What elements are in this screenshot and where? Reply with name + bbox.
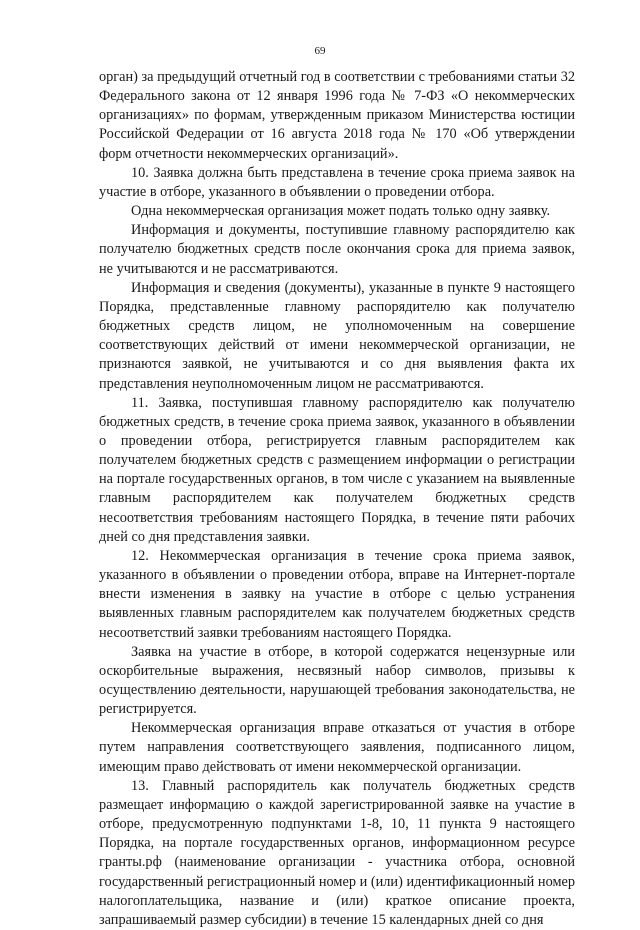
page-number: 69 [314,45,326,57]
paragraph-late-documents: Информация и документы, поступившие главному распорядителю как получателю бюджетных средств после окончания срока для приема заявок, не учитываются и не рассматриваются. [99,222,575,277]
paragraph-item-11: 11. Заявка, поступившая главному распорядителю как получателю бюджетных средств, в течение срока приема заявок, указанного в объявлении о проведении отбора, регистрируется главным распорядителем как получателем бюджетных средств с размещением информации о регистрации на портале государственных органов, в том числе с указанием на выявленные главным распорядителем как получателем бюджетных средств несоответствия требованиям настоящего Порядка, в течение пяти рабочих дней со дня представления заявки. [99,394,575,545]
paragraph-item-13: 13. Главный распорядитель как получатель бюджетных средств размещает информацию о каждой зарегистрированной заявке на участие в отборе, предусмотренную подпунктами 1-8, 10, 11 пункта 9 настоящего Порядка, на портале государственных органов, информационном ресурсе гранты.рф (наименование организации - участника отбора, основной государственный регистрационный номер и (или) идентификационный номер налогоплательщика, название и (или) краткое описание проекта, запрашиваемый размер субсидии) в течение 15 календарных дней со дня [99,777,575,928]
paragraph-not-registered: Заявка на участие в отборе, в которой содержатся нецензурные или оскорбительные выражения, несвязный набор символов, призывы к осуществлению деятельности, нарушающей требования законодательства, не регистрируется. [99,643,575,718]
paragraph-item-10: 10. Заявка должна быть представлена в течение срока приема заявок на участие в отборе, указанного в объявлении о проведении отбора. [99,164,575,200]
paragraph-unauthorized-submission: Информация и сведения (документы), указанные в пункте 9 настоящего Порядка, представленные главному распорядителю как получателю бюджетных средств лицом, не уполномоченным на совершение соответствующих действий от имени некоммерческой организации, не признаются заявкой, не учитываются и со дня выявления факта их представления неуполномоченным лицом не рассматриваются. [99,279,575,392]
paragraph-withdrawal: Некоммерческая организация вправе отказаться от участия в отборе путем направления соответствующего заявления, подписанного лицом, имеющим право действовать от имени некоммерческой организации. [99,720,575,775]
paragraph-item-12: 12. Некоммерческая организация в течение срока приема заявок, указанного в объявлении о проведении отбора, вправе на Интернет-портале внести изменения в заявку на участие в отборе с целью устранения выявленных главным распорядителем как получателем бюджетных средств несоответствий заявки требованиям настоящего Порядка. [99,547,575,641]
paragraph-continuation-reporting: орган) за предыдущий отчетный год в соответствии с требованиями статьи 32 Федерального закона от 12 января 1996 года № 7-ФЗ «О некоммерческих организациях» по формам, утвержденным приказом Министерства юстиции Российской Федерации от 16 августа 2018 года № 170 «Об утверждении форм отчетности некоммерческих организаций». [99,69,575,162]
document-text-body [99,68,575,930]
paragraph-one-application: Одна некоммерческая организация может подать только одну заявку. [131,203,551,220]
